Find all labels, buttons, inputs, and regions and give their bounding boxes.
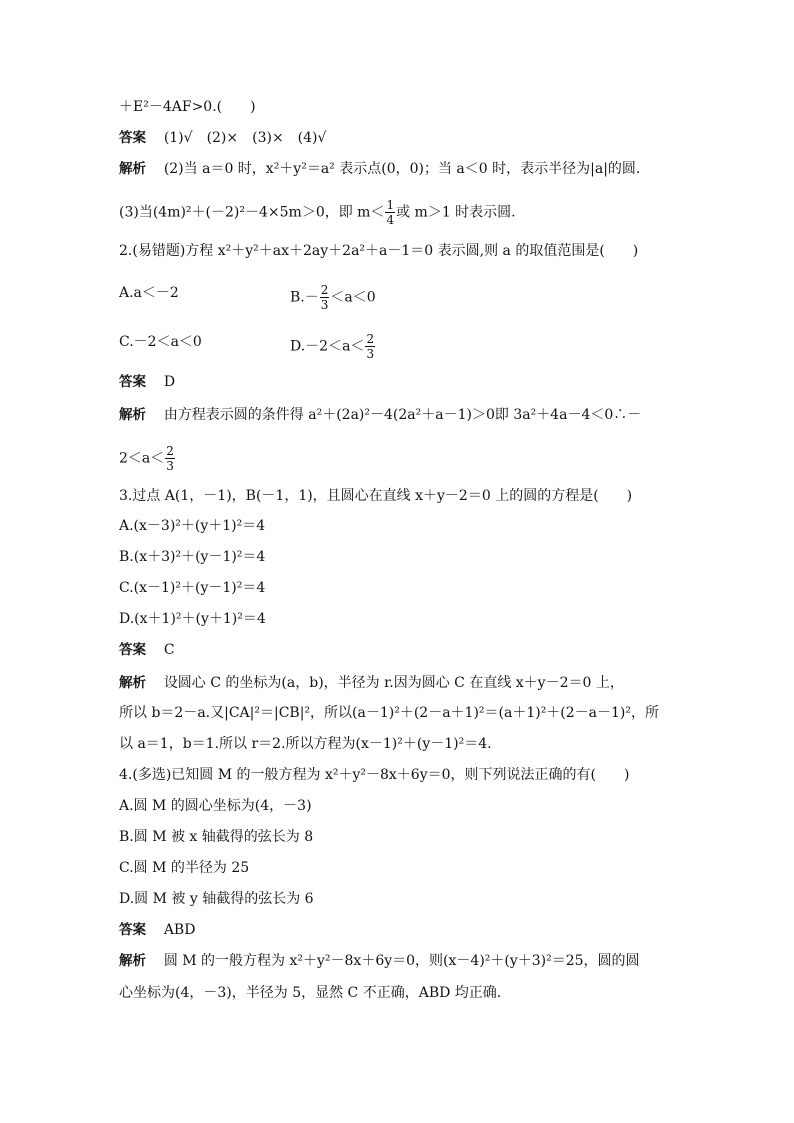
q1-answer [119, 128, 675, 148]
q3-explanation-2: 所以 b＝2－a.又|CA|²＝|CB|²，所以(a－1)²＋(2－a＋1)²＝(a＋1)²＋(2－a－1)²，所 [119, 705, 660, 721]
explanation-text: (2)当 a＝0 时，x²＋y²＝a² 表示点(0，0)；当 a＜0 时，表示半径为|a|的圆. [163, 161, 641, 177]
fraction: $\frac{2}{3}$ [320, 283, 329, 312]
explanation-text: 由方程表示圆的条件得 a²＋(2a)²－4(2a²＋a－1)＞0即 3a²＋4a－4＜0∴－ [163, 407, 642, 423]
q4-option-d: D.圆 M 被 y 轴截得的弦长为 6 [119, 891, 314, 907]
fraction: $\frac{2}{3}$ [366, 332, 375, 361]
answer-label: 答案 [119, 642, 146, 658]
q3-option-b: B.(x＋3)²＋(y－1)²＝4 [119, 549, 266, 565]
q3-explanation-3: 以 a＝1，b＝1.所以 r＝2.所以方程为(x－1)²＋(y－1)²＝4. [119, 736, 492, 752]
q2-explanation-1 [119, 405, 675, 425]
fraction: $\frac{1}{4}$ [386, 198, 395, 227]
option-d: D.－2＜a＜ $\frac{2}{3}$ [290, 332, 375, 361]
explanation-label: 解析 [119, 407, 146, 423]
fraction: $\frac{2}{3}$ [166, 444, 174, 473]
answer-label: 答案 [119, 374, 146, 390]
explanation-text: 圆 M 的一般方程为 x²＋y²－8x＋6y＝0，则(x－4)²＋(y＋3)²＝25，圆的圆 [163, 953, 640, 969]
q4-option-b: B.圆 M 被 x 轴截得的弦长为 8 [119, 829, 314, 845]
answer-text: (1)√ (2)× (3)× (4)√ [163, 130, 327, 146]
q2-options-row2 [119, 332, 675, 361]
q4-option-c: C.圆 M 的半径为 25 [119, 860, 250, 876]
q3-answer [119, 640, 675, 660]
q3-option-d: D.(x＋1)²＋(y＋1)²＝4 [119, 611, 266, 627]
answer-text: C [163, 642, 175, 658]
q4-explanation-2: 心坐标为(4，－3)，半径为 5，显然 C 不正确，ABD 均正确. [119, 985, 502, 1001]
q2-answer [119, 372, 675, 392]
q4-answer [119, 920, 675, 940]
answer-text: D [163, 374, 176, 390]
q2-stem: 2.(易错题)方程 x²＋y²＋ax＋2ay＋2a²＋a－1＝0 表示圆,则 a 的取值范围是( ) [119, 243, 639, 259]
q4-option-a: A.圆 M 的圆心坐标为(4，－3) [119, 798, 312, 814]
q3-explanation-1 [119, 673, 675, 693]
explanation-label: 解析 [119, 161, 146, 177]
q2-explanation-2: 2＜a＜ $\frac{2}{3}$ [119, 444, 174, 473]
q4-stem: 4.(多选)已知圆 M 的一般方程为 x²＋y²－8x＋6y＝0，则下列说法正确的有( ) [119, 767, 630, 783]
q3-option-a: A.(x－3)²＋(y＋1)²＝4 [119, 518, 266, 534]
answer-label: 答案 [119, 922, 146, 938]
q1-explanation-2: (3)当(4m)²＋(－2)²－4×5m＞0，即 m＜ $\frac{1}{4}$ 或 m＞1 时表示圆. [119, 198, 516, 227]
option-c: C.－2＜a＜0 [119, 334, 202, 350]
q2-options-row1 [119, 283, 675, 312]
q3-option-c: C.(x－1)²＋(y－1)²＝4 [119, 580, 266, 596]
q3-stem: 3.过点 A(1，－1)，B(－1，1)，且圆心在直线 x＋y－2＝0 上的圆的方程是( ) [119, 488, 633, 504]
q4-explanation-1 [119, 951, 675, 971]
explanation-label: 解析 [119, 675, 146, 691]
q1-condition-tail: ＋E²－4AF>0.( ) [119, 99, 256, 115]
explanation-text: 设圆心 C 的坐标为(a，b)，半径为 r.因为圆心 C 在直线 x＋y－2＝0 上， [163, 675, 624, 691]
answer-text: ABD [163, 922, 196, 938]
option-a: A.a＜－2 [119, 285, 179, 301]
explanation-label: 解析 [119, 953, 146, 969]
q1-explanation-1 [119, 159, 675, 179]
option-b: B.－ $\frac{2}{3}$ ＜a＜0 [290, 283, 376, 312]
answer-label: 答案 [119, 130, 146, 146]
